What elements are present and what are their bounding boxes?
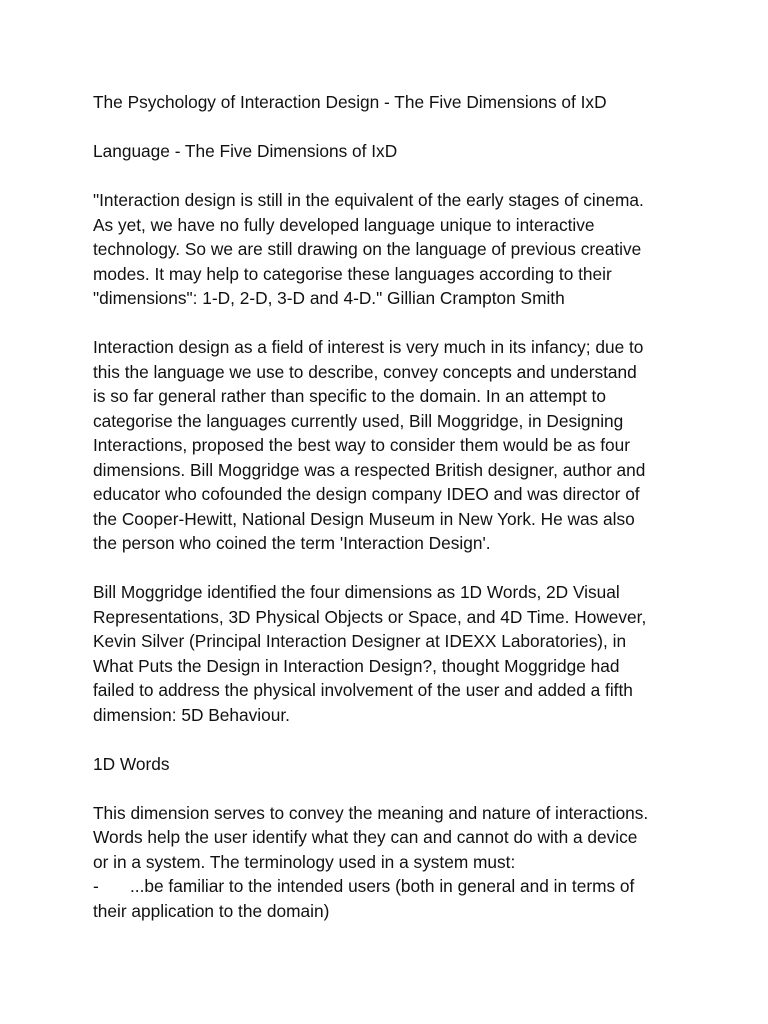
text-line: technology. So we are still drawing on the language of previous creative — [93, 239, 642, 259]
words-paragraph — [93, 801, 683, 924]
text-line: Interaction design as a field of interest is very much in its infancy; due to — [93, 337, 644, 357]
document-title: The Psychology of Interaction Design - The Five Dimensions of IxD — [93, 92, 607, 112]
text-line: failed to address the physical involvement of the user and added a fifth — [93, 680, 633, 700]
text-line: is so far general rather than specific to the domain. In an attempt to — [93, 386, 606, 406]
text-line: Interactions, proposed the best way to consider them would be as four — [93, 435, 630, 455]
bullet-item — [93, 874, 683, 899]
text-line: "dimensions": 1-D, 2-D, 3-D and 4-D." Gillian Crampton Smith — [93, 288, 565, 308]
text-line: the Cooper-Hewitt, National Design Museum in New York. He was also — [93, 508, 635, 529]
text-line: educator who cofounded the design company IDEO and was director of — [93, 484, 640, 504]
text-line: Words help the user identify what they can and cannot do with a device — [93, 827, 638, 847]
text-line: or in a system. The terminology used in a system must: — [93, 851, 516, 872]
text-line: "Interaction design is still in the equivalent of the early stages of cinema. — [93, 190, 644, 210]
text-line: categorise the languages currently used, Bill Moggridge, in Designing — [93, 410, 624, 431]
bullet-dash: - — [93, 876, 99, 896]
bullet-text: ...be familiar to the intended users (both in general and in terms of — [130, 876, 635, 896]
text-line: What Puts the Design in Interaction Design?, thought Moggridge had — [93, 655, 620, 676]
text-line: This dimension serves to convey the meaning and nature of interactions. — [93, 802, 649, 823]
dimensions-paragraph — [93, 580, 683, 727]
text-line: modes. It may help to categorise these languages according to their — [93, 263, 612, 284]
text-line: Representations, 3D Physical Objects or Space, and 4D Time. However, — [93, 606, 647, 627]
text-line: Kevin Silver (Principal Interaction Designer at IDEXX Laboratories), in — [93, 631, 627, 651]
section-heading: Language - The Five Dimensions of IxD — [93, 141, 398, 161]
subheading-1d-words: 1D Words — [93, 753, 170, 774]
text-line: the person who coined the term 'Interaction Design'. — [93, 533, 491, 553]
text-line: As yet, we have no fully developed language unique to interactive — [93, 214, 595, 235]
intro-paragraph — [93, 335, 683, 556]
bullet-continuation: their application to the domain) — [93, 900, 330, 921]
text-line: Bill Moggridge identified the four dimensions as 1D Words, 2D Visual — [93, 582, 620, 602]
text-line: this the language we use to describe, convey concepts and understand — [93, 361, 637, 382]
text-line: dimensions. Bill Moggridge was a respected British designer, author and — [93, 459, 646, 480]
document-body — [93, 90, 683, 948]
quote-paragraph — [93, 188, 683, 311]
text-line: dimension: 5D Behaviour. — [93, 704, 290, 725]
